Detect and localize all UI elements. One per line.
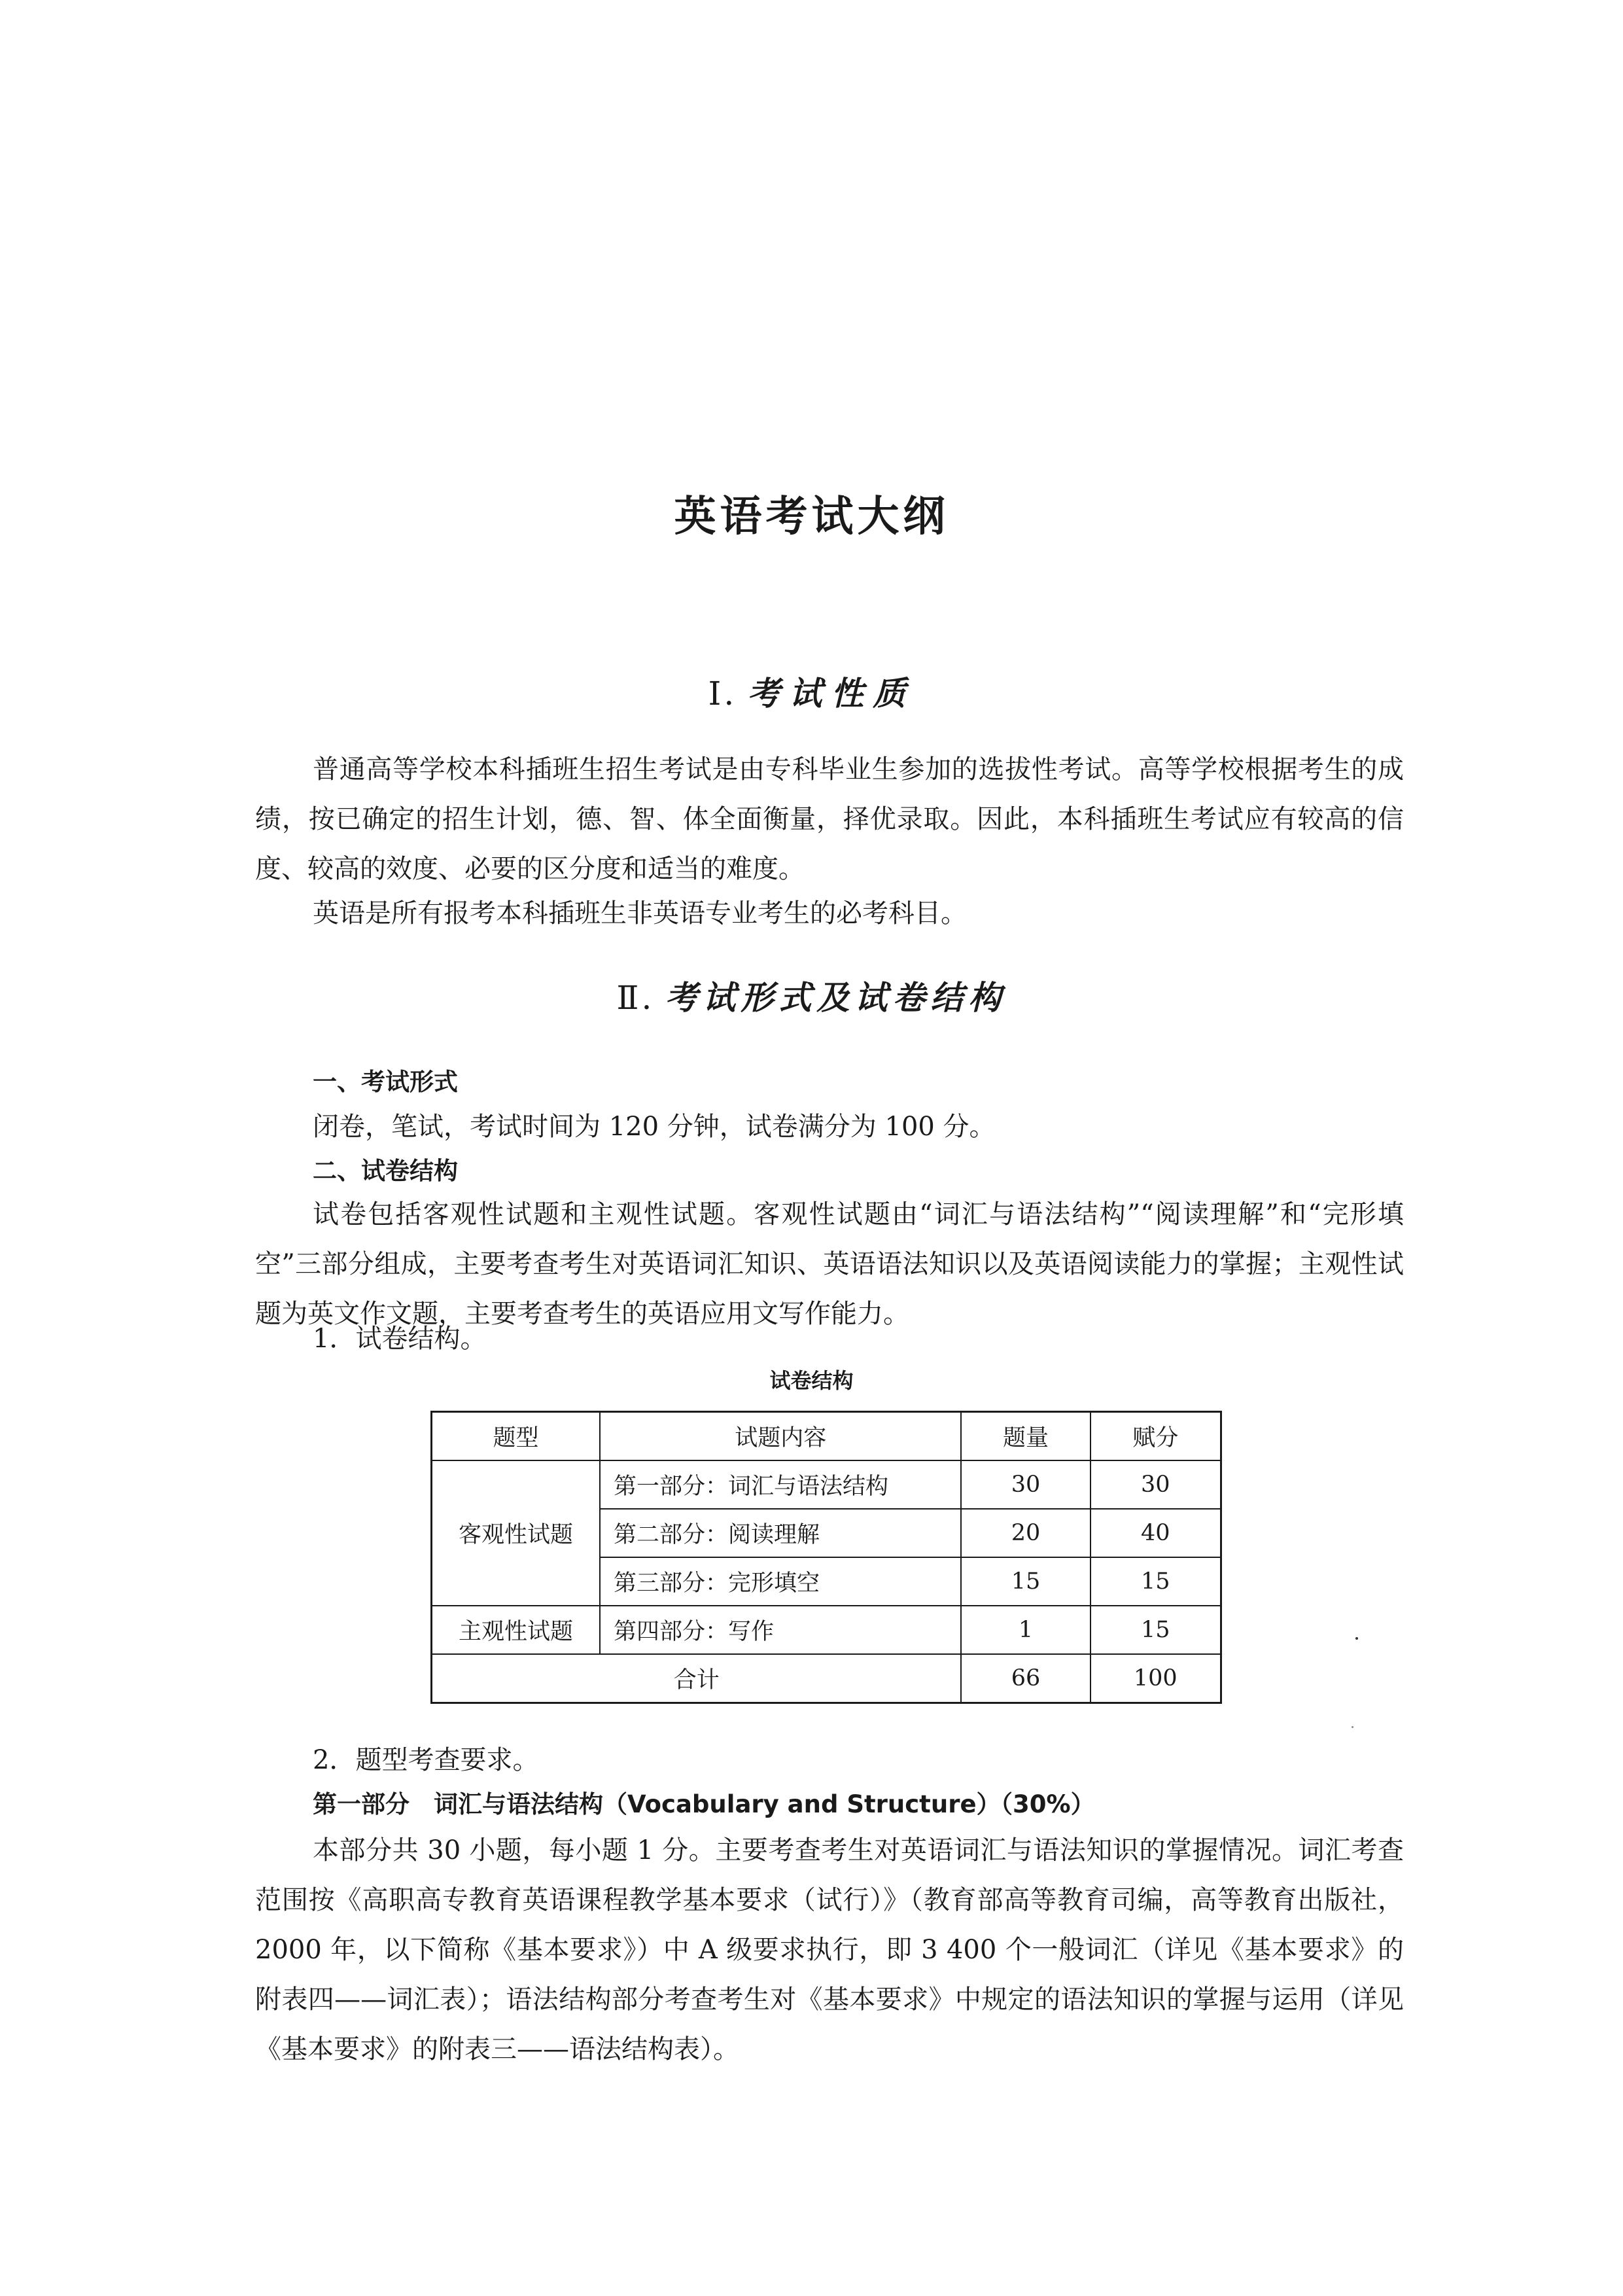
row-score: 40 (1091, 1509, 1221, 1557)
scan-speck (1355, 1637, 1358, 1640)
exam-form-text: 闭卷，笔试，考试时间为 120 分钟，试卷满分为 100 分。 (313, 1112, 996, 1142)
part-1-heading: 第一部分 词汇与语法结构（Vocabulary and Structure）（30%） (313, 1790, 1095, 1818)
table-caption: 试卷结构 (769, 1368, 854, 1393)
scan-speck (1352, 1726, 1353, 1728)
section-1-paragraph-2: 英语是所有报考本科插班生非英语专业考生的必考科目。 (313, 898, 967, 928)
table-header-row (432, 1412, 1221, 1461)
total-label: 合计 (432, 1654, 962, 1703)
section-1-heading (0, 667, 1623, 715)
section-1-title: 考试性质 (747, 674, 915, 713)
header-score: 赋分 (1091, 1412, 1221, 1461)
row-score: 15 (1091, 1606, 1221, 1654)
row-count: 30 (961, 1460, 1090, 1509)
subsection-exam-form-heading: 一、考试形式 (313, 1068, 458, 1096)
section-1-number: Ⅰ. (708, 675, 737, 713)
section-1-paragraph-1: 普通高等学校本科插班生招生考试是由专科毕业生参加的选拔性考试。高等学校根据考生的成绩，按已确定的招生计划，德、智、体全面衡量，择优录取。因此，本科插班生考试应有较高的信度、较高的效度、必要的区分度和适当的难度。 (255, 754, 1404, 884)
row-content: 第二部分：阅读理解 (600, 1509, 962, 1557)
table-row (432, 1606, 1221, 1654)
objective-type-cell: 客观性试题 (432, 1460, 600, 1606)
subsection-paper-structure-heading: 二、试卷结构 (313, 1157, 458, 1185)
paper-structure-text: 试卷包括客观性试题和主观性试题。客观性试题由“词汇与语法结构”“阅读理解”和“完形填空”三部分组成，主要考查考生对英语词汇知识、英语语法知识以及英语阅读能力的掌握；主观性试题为英文作文题，主要考查考生的英语应用文写作能力。 (255, 1199, 1404, 1329)
table-row (432, 1460, 1221, 1509)
item-2-type-requirements: 2．题型考查要求。 (313, 1745, 539, 1775)
item-1-paper-structure: 1．试卷结构。 (313, 1324, 487, 1354)
header-question-content: 试题内容 (600, 1412, 962, 1461)
row-count: 15 (961, 1557, 1090, 1606)
total-count: 66 (961, 1654, 1090, 1703)
row-content: 第三部分：完形填空 (600, 1557, 962, 1606)
row-count: 20 (961, 1509, 1090, 1557)
row-score: 30 (1091, 1460, 1221, 1509)
paper-structure-table (430, 1411, 1222, 1704)
section-2-heading (0, 972, 1623, 1019)
header-question-type: 题型 (432, 1412, 600, 1461)
table-total-row (432, 1654, 1221, 1703)
row-score: 15 (1091, 1557, 1221, 1606)
row-count: 1 (961, 1606, 1090, 1654)
section-2-title: 考试形式及试卷结构 (665, 978, 1007, 1017)
subjective-type-cell: 主观性试题 (432, 1606, 600, 1654)
part-1-text: 本部分共 30 小题，每小题 1 分。主要考查考生对英语词汇与语法知识的掌握情况。词汇考查范围按《高职高专教育英语课程教学基本要求（试行）》（教育部高等教育司编，高等教育出版社，2000 年，以下简称《基本要求》）中 A 级要求执行，即 3 400 个一般词汇（详见《基本要求》的附表四——词汇表）；语法结构部分考查考生对《基本要求》中规定的语法知识的掌握与运用（详见《基本要求》的附表三——语法结构表）。 (255, 1835, 1404, 2064)
document-title: 英语考试大纲 (674, 493, 949, 541)
row-content: 第四部分：写作 (600, 1606, 962, 1654)
header-question-count: 题量 (961, 1412, 1090, 1461)
row-content: 第一部分：词汇与语法结构 (600, 1460, 962, 1509)
section-2-number: Ⅱ. (616, 979, 655, 1017)
total-score: 100 (1091, 1654, 1221, 1703)
